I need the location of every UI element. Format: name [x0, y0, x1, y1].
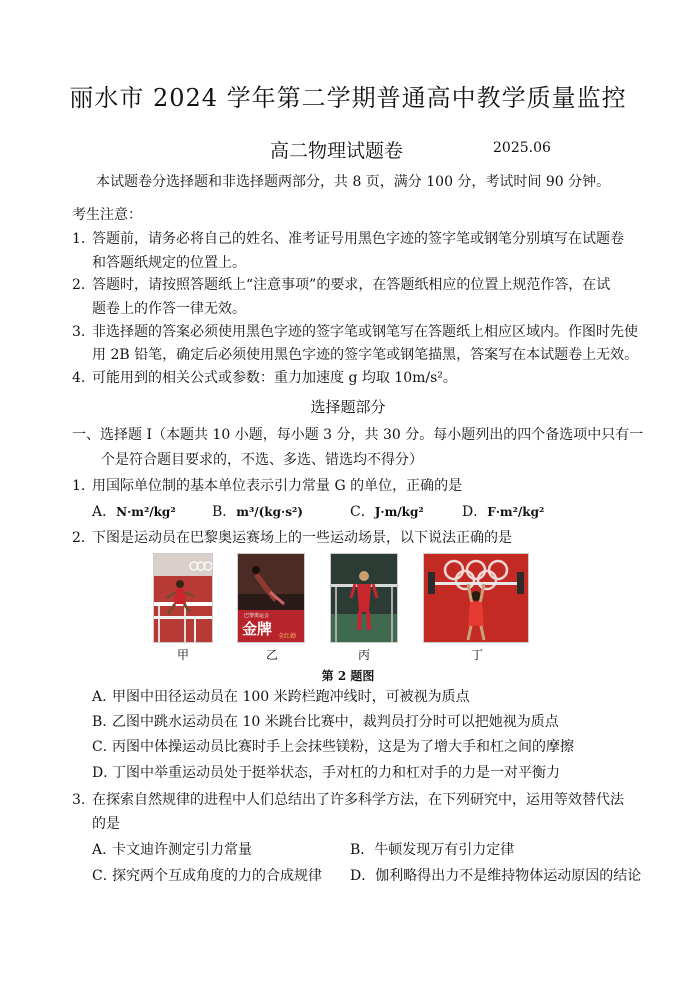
weightlifter-illustration [424, 554, 528, 642]
option-label: A． [92, 504, 117, 520]
question-1 [72, 474, 462, 498]
photo-gymnastics [330, 553, 398, 643]
note-item [72, 320, 638, 344]
question-number: 1. [72, 478, 86, 494]
question-stem: 用国际单位制的基本单位表示引力常量 G 的单位，正确的是 [92, 478, 463, 494]
question-number: 3. [72, 792, 86, 808]
option-label: D． [92, 765, 118, 781]
option-text: 牛顿发现万有引力定律 [374, 842, 515, 858]
option-unit: J·m/kg² [374, 505, 424, 519]
notes-heading: 考生注意： [72, 207, 142, 223]
q2-option-c[interactable] [92, 736, 574, 756]
section-title: 选择题部分 [310, 398, 386, 416]
gold-medal-text: 金牌 [242, 620, 273, 638]
option-label: B． [350, 842, 375, 858]
option-label: D． [462, 504, 488, 520]
option-label: C． [92, 739, 117, 755]
note-text: 可能用到的相关公式或参数：重力加速度 g 均取 10m/s²。 [92, 370, 457, 386]
note-number: 1. [72, 231, 86, 247]
q1-option-a[interactable] [92, 501, 176, 521]
option-text: 探究两个互成角度的力的合成规律 [112, 868, 322, 884]
option-label: A. [92, 842, 107, 858]
q1-option-b[interactable] [212, 501, 303, 521]
photo-caption: 丙 [358, 648, 371, 662]
q3-option-a[interactable] [92, 839, 252, 859]
figure-label: 第 2 题图 [321, 669, 375, 683]
exam-subtitle: 高二物理试题卷 [270, 140, 404, 162]
photo-caption-small: 巴黎奥运会 [244, 613, 270, 619]
question-number: 2． [72, 530, 95, 546]
question-stem: 下图是运动员在巴黎奥运赛场上的一些运动场景，以下说法正确的是 [92, 530, 512, 546]
option-text: 丙图中体操运动员比赛时手上会抹些镁粉，这是为了增大手和杠之间的摩擦 [112, 739, 574, 755]
option-unit: m³/(kg·s²) [236, 505, 303, 519]
hurdler-illustration [154, 554, 212, 642]
note-text: 非选择题的答案必须使用黑色字迹的签字笔或钢笔写在答题纸上相应区域内。作图时先使 [92, 324, 638, 340]
note-item [72, 366, 457, 390]
question-3 [72, 788, 624, 812]
note-text: 答题时，请按照答题纸上“注意事项”的要求，在答题纸相应的位置上规范作答，在试 [92, 277, 611, 293]
exam-date: 2025.06 [493, 140, 551, 156]
option-text: 丁图中举重运动员处于挺举状态，手对杠的力和杠对手的力是一对平衡力 [112, 765, 560, 781]
option-text: 伽利略得出力不是维持物体运动原因的结论 [375, 868, 642, 884]
option-label: C． [350, 504, 375, 520]
gymnast-illustration [331, 554, 397, 642]
note-number: 4. [72, 370, 86, 386]
photo-caption: 甲 [177, 648, 190, 662]
exam-title: 丽水市 2024 学年第二学期普通高中教学质量监控 [69, 84, 627, 112]
option-unit: N·m²/kg² [116, 505, 176, 519]
q3-option-b[interactable] [350, 839, 514, 859]
option-text: 甲图中田径运动员在 100 米跨栏跑冲线时，可被视为质点 [112, 689, 470, 705]
note-item [72, 227, 624, 251]
option-label: C． [92, 868, 117, 884]
photo-weightlifting [423, 553, 529, 643]
note-text-cont: 用 2B 铅笔，确定后必须使用黑色字迹的签字笔或钢笔描黑，答案写在本试题卷上无效。 [92, 347, 639, 363]
option-label: B. [92, 714, 107, 730]
question-stem-cont: 的是 [92, 816, 120, 832]
q1-option-c[interactable] [350, 501, 424, 521]
note-text-cont: 和答题纸规定的位置上。 [92, 255, 246, 271]
note-number: 3. [72, 324, 86, 340]
photo-diving [237, 553, 305, 643]
athlete-name-text: 全红婵 [278, 633, 297, 640]
question-stem: 在探索自然规律的进程中人们总结出了许多科学方法，在下列研究中，运用等效替代法 [92, 792, 624, 808]
note-item [72, 273, 610, 297]
note-number: 2. [72, 277, 86, 293]
part-instructions-cont: 个是符合题目要求的，不选、多选、错选均不得分） [101, 452, 423, 468]
option-unit: F·m²/kg² [487, 505, 545, 519]
option-text: 卡文迪许测定引力常量 [112, 842, 252, 858]
question-2 [72, 526, 512, 550]
option-text: 乙图中跳水运动员在 10 米跳台比赛中，裁判员打分时可以把她视为质点 [112, 714, 559, 730]
photo-caption: 丁 [471, 648, 484, 662]
q2-option-d[interactable] [92, 762, 560, 782]
note-text-cont: 题卷上的作答一律无效。 [92, 301, 246, 317]
diver-illustration [238, 554, 304, 642]
q1-option-d[interactable] [462, 501, 544, 521]
note-text: 答题前，请务必将自己的姓名、准考证号用黑色字迹的签字笔或钢笔分别填写在试题卷 [92, 231, 624, 247]
option-label: B． [212, 504, 237, 520]
part-instructions: 一、选择题 I（本题共 10 小题，每小题 3 分，共 30 分。每小题列出的四个备选项中只有一 [72, 427, 644, 443]
q2-option-b[interactable] [92, 711, 559, 731]
option-label: D． [350, 868, 376, 884]
q2-option-a[interactable] [92, 686, 470, 706]
photo-hurdles [153, 553, 213, 643]
photo-caption: 乙 [266, 648, 279, 662]
q3-option-c[interactable] [92, 865, 322, 885]
exam-intro: 本试题卷分选择题和非选择题两部分，共 8 页，满分 100 分，考试时间 90 分钟。 [96, 174, 611, 190]
option-label: A. [92, 689, 107, 705]
q3-option-d[interactable] [350, 865, 641, 885]
